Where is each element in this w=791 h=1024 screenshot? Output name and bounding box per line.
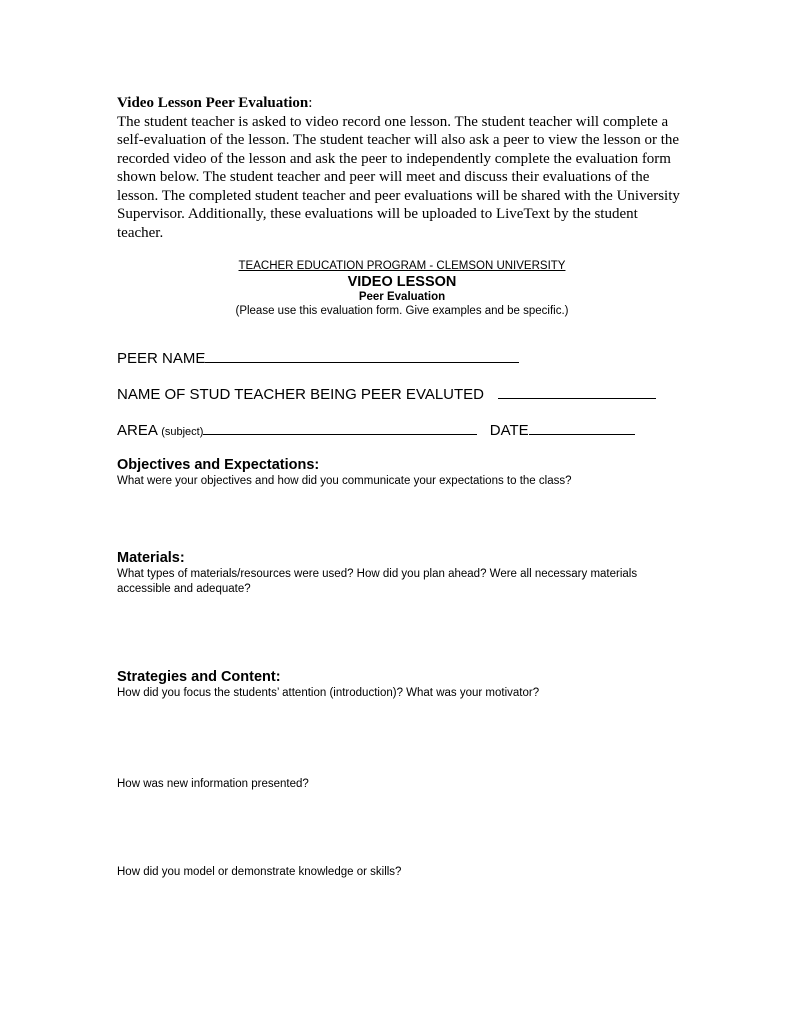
- materials-section: [117, 550, 657, 596]
- program-name: TEACHER EDUCATION PROGRAM - CLEMSON UNIVERSITY: [238, 260, 566, 272]
- objectives-heading: Objectives and Expectations:: [117, 457, 320, 473]
- intro-block: [117, 94, 687, 318]
- form-instructions: (Please use this evaluation form. Give examples and be specific.): [235, 305, 569, 317]
- objectives-question: What were your objectives and how did you communicate your expectations to the class?: [117, 475, 572, 487]
- strategies-question: How did you focus the students’ attention (introduction)? What was your motivator?: [117, 687, 540, 699]
- area-date-row: [117, 420, 635, 441]
- strategies-question-2: How was new information presented?: [117, 778, 309, 790]
- area-field[interactable]: [203, 420, 477, 435]
- strategies-section: [117, 669, 677, 701]
- area-subject-label: (subject): [161, 426, 204, 438]
- materials-question: What types of materials/resources were used? How did you plan ahead? Were all necessary materials accessible and adequate?: [117, 568, 638, 595]
- intro-body: The student teacher is asked to video record one lesson. The student teacher will complete a self-evaluation of the lesson. The student teacher will also ask a peer to view the lesson or the recorded video of the lesson and ask the peer to independently complete the evaluation form shown below. The student teacher and peer will meet and discuss their evaluations of the lesson. The completed student teacher and peer evaluations will be shared with the University Supervisor. Additionally, these evaluations will be uploaded to LiveText by the student teacher.: [117, 113, 680, 241]
- form-subtitle: Peer Evaluation: [358, 291, 446, 303]
- peer-name-field[interactable]: [205, 348, 519, 363]
- date-field[interactable]: [529, 420, 635, 435]
- intro-title-colon: :: [308, 95, 313, 111]
- strategies-heading: Strategies and Content:: [117, 669, 281, 685]
- student-teacher-row: [117, 384, 656, 404]
- form-title: VIDEO LESSON: [347, 274, 457, 290]
- strategies-question-3: How did you model or demonstrate knowledge or skills?: [117, 866, 402, 878]
- student-teacher-label: NAME OF STUD TEACHER BEING PEER EVALUTED: [117, 386, 485, 403]
- peer-name-label: PEER NAME: [117, 350, 206, 367]
- objectives-section: [117, 457, 677, 489]
- area-label: AREA: [117, 422, 158, 439]
- peer-name-row: [117, 348, 519, 368]
- materials-heading: Materials:: [117, 550, 185, 566]
- date-label: DATE: [489, 422, 529, 439]
- student-teacher-field[interactable]: [498, 384, 656, 399]
- intro-title: Video Lesson Peer Evaluation: [117, 95, 309, 111]
- intro-paragraph: [117, 94, 687, 242]
